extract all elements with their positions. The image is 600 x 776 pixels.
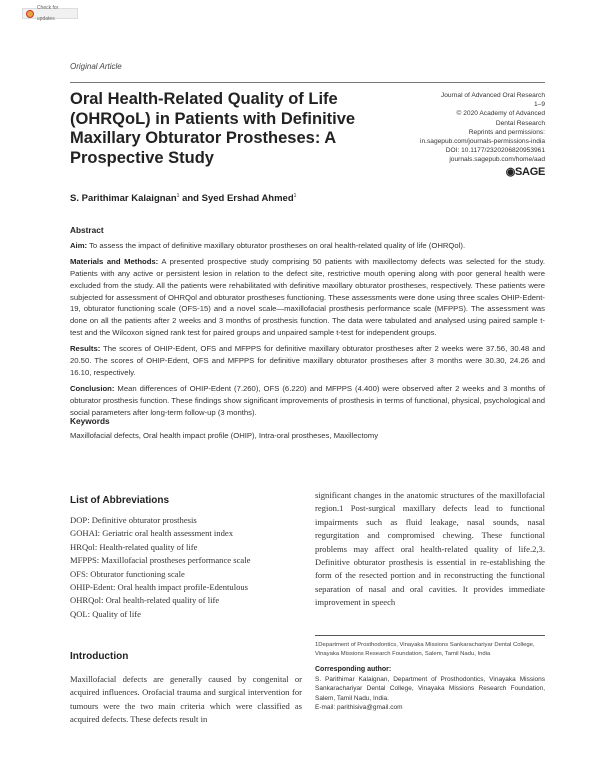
abstract-methods: [70, 256, 545, 338]
sage-logo: ◉SAGE: [505, 166, 545, 178]
abbreviations-list: [70, 514, 302, 621]
section-text: The scores of OHIP-Edent, OFS and MFPPS for definitive maxillary obturator prostheses after 2 weeks were 37.56, 30.48 and 20.50. The scores of OHIP-Edent, OFS and MFPPS for definitive maxillary obturator prostheses after 3 months were 30.30, 24.26 and 16.10, respectively.: [70, 344, 545, 377]
corresponding-heading: Corresponding author:: [315, 666, 392, 673]
introduction-heading: Introduction: [70, 651, 129, 662]
journal-name: Journal of Advanced Oral Research: [440, 92, 545, 99]
section-text: A presented prospective study comprising 50 patients with maxillectomy defects was selected for the study. Patients with any active or persistent lesion in relation to the defect site, restrictive mouth opening along with poor general health were excluded from the study. All the patients were rehabilitated with definitive maxillary obturator prostheses, respectively. These patients were subjected for assessment of OHRQol and obturator prostheses functioning. These assessments were done using three scales OHIP-Edent-19, obturator functioning scale (OFS-15) and a novel scale—maxillofacial prosthesis performance scale (MFPPS). The assessment was done on all the patients after 2 weeks and 3 months of prosthesis function. The data were tabulated and analysed using paired sample t-test and the Wilcoxon signed rank test for paired groups and unpaired sample t-test for independent groups.: [70, 257, 545, 337]
author-name: Syed Ershad Ahmed: [201, 193, 294, 205]
abbreviations-heading: List of Abbreviations: [70, 495, 170, 506]
section-text: Mean differences of OHIP-Edent (7.260), OFS (6.220) and MFPPS (4.400) were observed after 2 weeks and 3 months of obturator prosthesis function. These findings show significant improvements of prosthesis in terms of functional, physical, psychological and social parameters after long-term follow-up (3 months).: [70, 384, 545, 417]
keywords: [70, 416, 545, 440]
crossmark-icon: [26, 10, 34, 18]
section-label: Conclusion:: [70, 384, 115, 394]
introduction-section: [70, 651, 302, 727]
abbreviation-item: MFPPS: Maxillofacial prostheses performance scale: [70, 555, 251, 566]
corresponding-address: S. Parithimar Kalaignan, Department of Prosthodontics, Vinayaka Missions Sankarachariyar Dental College, Vinayaka Missions Research Foundation, Salem, Tamil Nadu, India.: [315, 675, 545, 702]
abstract-aim: [70, 240, 545, 252]
abbreviation-item: OHRQol: Oral health-related quality of life: [70, 595, 220, 606]
section-label: Aim:: [70, 240, 88, 250]
paper-title: Oral Health-Related Quality of Life (OHRQoL) in Patients with Definitive Maxillary Obturator Prostheses: A Prospective Study: [70, 90, 356, 167]
abstract-heading: Abstract: [70, 225, 104, 235]
doi[interactable]: DOI: 10.1177/2320206820953961: [445, 147, 545, 155]
keywords-heading: Keywords: [70, 416, 110, 426]
introduction-text-right: significant changes in the anatomic structures of the maxillofacial region.1 Post-surgical maxillary defects lead to functional impairments such as fluid leakage, nasal sounds, nasal regurgitation and compromised chewing. These functional problems may affect oral health-related quality of life.2,3. Definitive obturator prosthesis is essential in re-establishing the form of the resected portion and in reconstructing the functional separation of nasal and oral cavities. It provides immediate improvement in speech: [315, 490, 545, 608]
copyright: © 2020 Academy of Advanced: [456, 110, 545, 118]
introduction-continued: [315, 489, 545, 610]
journal-info: [355, 91, 545, 165]
abstract-conclusion: [70, 383, 545, 418]
affiliation-mark: 1: [176, 193, 180, 199]
abbreviations-section: [70, 495, 302, 621]
section-label: Results:: [70, 344, 101, 354]
check-for-updates-badge[interactable]: [22, 4, 78, 22]
header-rule: [70, 82, 545, 83]
journal-homepage-link[interactable]: journals.sagepub.com/home/aad: [449, 156, 545, 164]
affiliation-mark: 1: [293, 193, 297, 199]
permissions-link[interactable]: in.sagepub.com/journals-permissions-india: [420, 138, 545, 146]
introduction-text-left: Maxillofacial defects are generally caused by congenital or acquired influences. Orofacial trauma and surgical intervention for tumours were the two main criteria which were classified as acquired defects. These defects result in: [70, 674, 302, 725]
keywords-list: Maxillofacial defects, Oral health impact profile (OHIP), Intra-oral prostheses, Maxillectomy: [70, 431, 379, 440]
section-label: Materials and Methods:: [70, 257, 159, 267]
abbreviation-item: OFS: Obturator functioning scale: [70, 568, 185, 579]
reprints-label: Reprints and permissions:: [468, 128, 545, 136]
abbreviation-item: HRQol: Health-related quality of life: [70, 541, 198, 552]
page-range: 1–9: [533, 101, 545, 109]
corresponding-author: [315, 665, 545, 713]
copyright-holder: Dental Research: [495, 119, 545, 127]
section-text: To assess the impact of definitive maxillary obturator prostheses on oral health-related quality of life (OHRQol).: [87, 240, 466, 250]
badge-label: Check for updates: [36, 4, 59, 22]
abstract-results: [70, 343, 545, 378]
author-conjunction: and: [179, 193, 202, 205]
affiliation-footnote: 1Department of Prosthodontics, Vinayaka Missions Sankarachariyar Dental College, Vinayaka Missions Research Foundation, Salem, Tamil Nadu, India: [315, 642, 535, 657]
abbreviation-item: QOL: Quality of life: [70, 608, 141, 619]
footnote-rule: [315, 635, 545, 636]
authors: [70, 193, 296, 204]
author-name: S. Parithimar Kalaignan: [70, 193, 177, 205]
article-type: Original Article: [70, 62, 122, 71]
abstract: [70, 225, 545, 424]
abbreviation-item: GOHAI: Geriatric oral health assessment index: [70, 528, 233, 539]
abbreviation-item: OHIP-Edent: Oral health impact profile-Edentulous: [70, 582, 249, 593]
abbreviation-item: DOP: Definitive obturator prosthesis: [70, 515, 197, 525]
corresponding-email[interactable]: E-mail: parithisiva@gmail.com: [315, 704, 403, 712]
sage-logo-text: SAGE: [515, 166, 545, 178]
